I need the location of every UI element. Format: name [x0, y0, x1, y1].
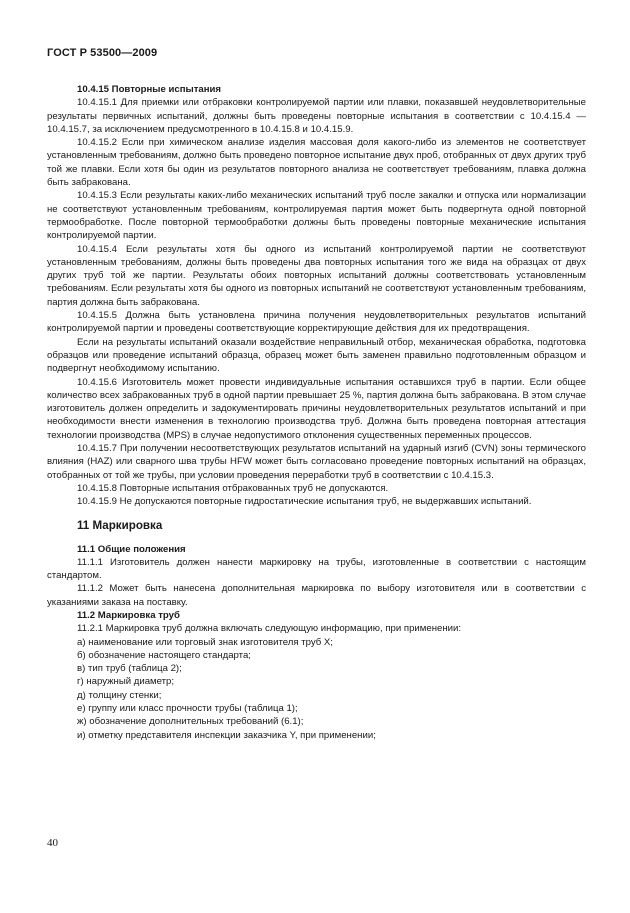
paragraph: 10.4.15.7 При получении несоответствующих результатов испытаний на ударный изгиб (CVN) зоны термического влияния (HAZ) или сварного шва трубы HFW может быть согласовано проведение повторных испытаний на образцах, отобранных от той же трубы, при условии проведения переработки труб в соответствии с 10.4.15.3.: [47, 443, 586, 481]
paragraph: 11.2.1 Маркировка труб должна включать следующую информацию, при применении:: [77, 623, 462, 635]
subsection-title-repeat-tests: 10.4.15 Повторные испытания: [77, 84, 222, 95]
paragraph: 11.1.1 Изготовитель должен нанести маркировку на трубы, изготовленные в соответствии с настоящим стандартом.: [47, 556, 586, 582]
section-title-marking: 11 Маркировка: [77, 518, 163, 532]
paragraph: 10.4.15.3 Если результаты каких-либо механических испытаний труб после закалки и отпуска или нормализации не соответствуют установленным требованиям, контролируемая партия может быть подвергнута одной повторной термообработке. После повторной термообработки должны быть проведены повторные механические испытания контролируемой партии.: [47, 190, 586, 242]
list-item: д) толщину стенки;: [77, 689, 162, 701]
list-item: г) наружный диаметр;: [77, 676, 175, 688]
paragraph: 10.4.15.1 Для приемки или отбраковки контролируемой партии или плавки, показавшей неудовлетворительные результаты первичных испытаний, должны быть проведены повторные испытания в соответствии с 10.4.15.4 — 10.4.15.7, за исключением предусмотренного в 10.4.15.8 и 10.4.15.9.: [47, 97, 586, 135]
list-item: е) группу или класс прочности трубы (таблица 1);: [77, 703, 298, 715]
list-item: а) наименование или торговый знак изготовителя труб X;: [77, 636, 333, 648]
paragraph: 11.1.2 Может быть нанесена дополнительная маркировка по выбору изготовителя или в соответствии с указаниями заказа на поставку.: [47, 583, 586, 608]
standard-header: ГОСТ Р 53500—2009: [47, 47, 158, 59]
list-item: и) отметку представителя инспекции заказчика Y, при применении;: [77, 729, 376, 741]
paragraph: 10.4.15.2 Если при химическом анализе изделия массовая доля какого-либо из элементов не соответствует установленным требованиям, должно быть проведено повторное испытание двух проб, отобранных от двух других труб той же плавки. Если хотя бы один из результатов повторного анализа не соответствует требованиям, плавка должна быть забракована.: [47, 137, 586, 189]
subsection-title-pipe-marking: 11.2 Маркировка труб: [77, 609, 180, 621]
document-body: [47, 83, 586, 742]
paragraph: 10.4.15.8 Повторные испытания отбракованных труб не допускаются.: [77, 482, 389, 494]
paragraph: 10.4.15.9 Не допускаются повторные гидростатические испытания труб, не выдержавших испытаний.: [77, 496, 532, 508]
paragraph: 10.4.15.4 Если результаты хотя бы одного из испытаний контролируемой партии не соответствуют установленным требованиям, должны быть проведены два повторных испытания того же вида на образцах от двух других труб той же партии. Результаты обоих повторных испытаний должны соответствовать установленным требованиям. Если результаты хотя бы одного из повторных испытаний не соответствуют установленным требованиям, партия должна быть забракована.: [47, 243, 586, 308]
paragraph: 10.4.15.6 Изготовитель может провести индивидуальные испытания оставшихся труб в партии. Если общее количество всех забракованных труб в одной партии превышает 25 %, партия должна быть забракована. В этом случае изготовитель должен определить и задокументировать причины неудовлетворительных результатов испытаний и при необходимости внести изменения в технологию производства труб. Должна быть проведена повторная аттестация технологии производства (MPS) в случае недопустимого отклонения существенных переменных процессов.: [47, 376, 586, 441]
subsection-title-general: 11.1 Общие положения: [77, 543, 186, 555]
list-item: б) обозначение настоящего стандарта;: [77, 649, 251, 661]
page-number: 40: [47, 837, 58, 849]
list-item: в) тип труб (таблица 2);: [77, 663, 182, 675]
list-item: ж) обозначение дополнительных требований (6.1);: [77, 716, 304, 728]
paragraph: 10.4.15.5 Должна быть установлена причина получения неудовлетворительных результатов испытаний контролируемой партии и проведены соответствующие корректирующие действия для их предотвращения.: [47, 310, 586, 335]
paragraph: Если на результаты испытаний оказали воздействие неправильный отбор, механическая обработка, подготовка образцов или проведение испытаний образца, образец может быть заменен правильно подготовленным образцом и подвергнут необходимому испытанию.: [47, 336, 586, 375]
